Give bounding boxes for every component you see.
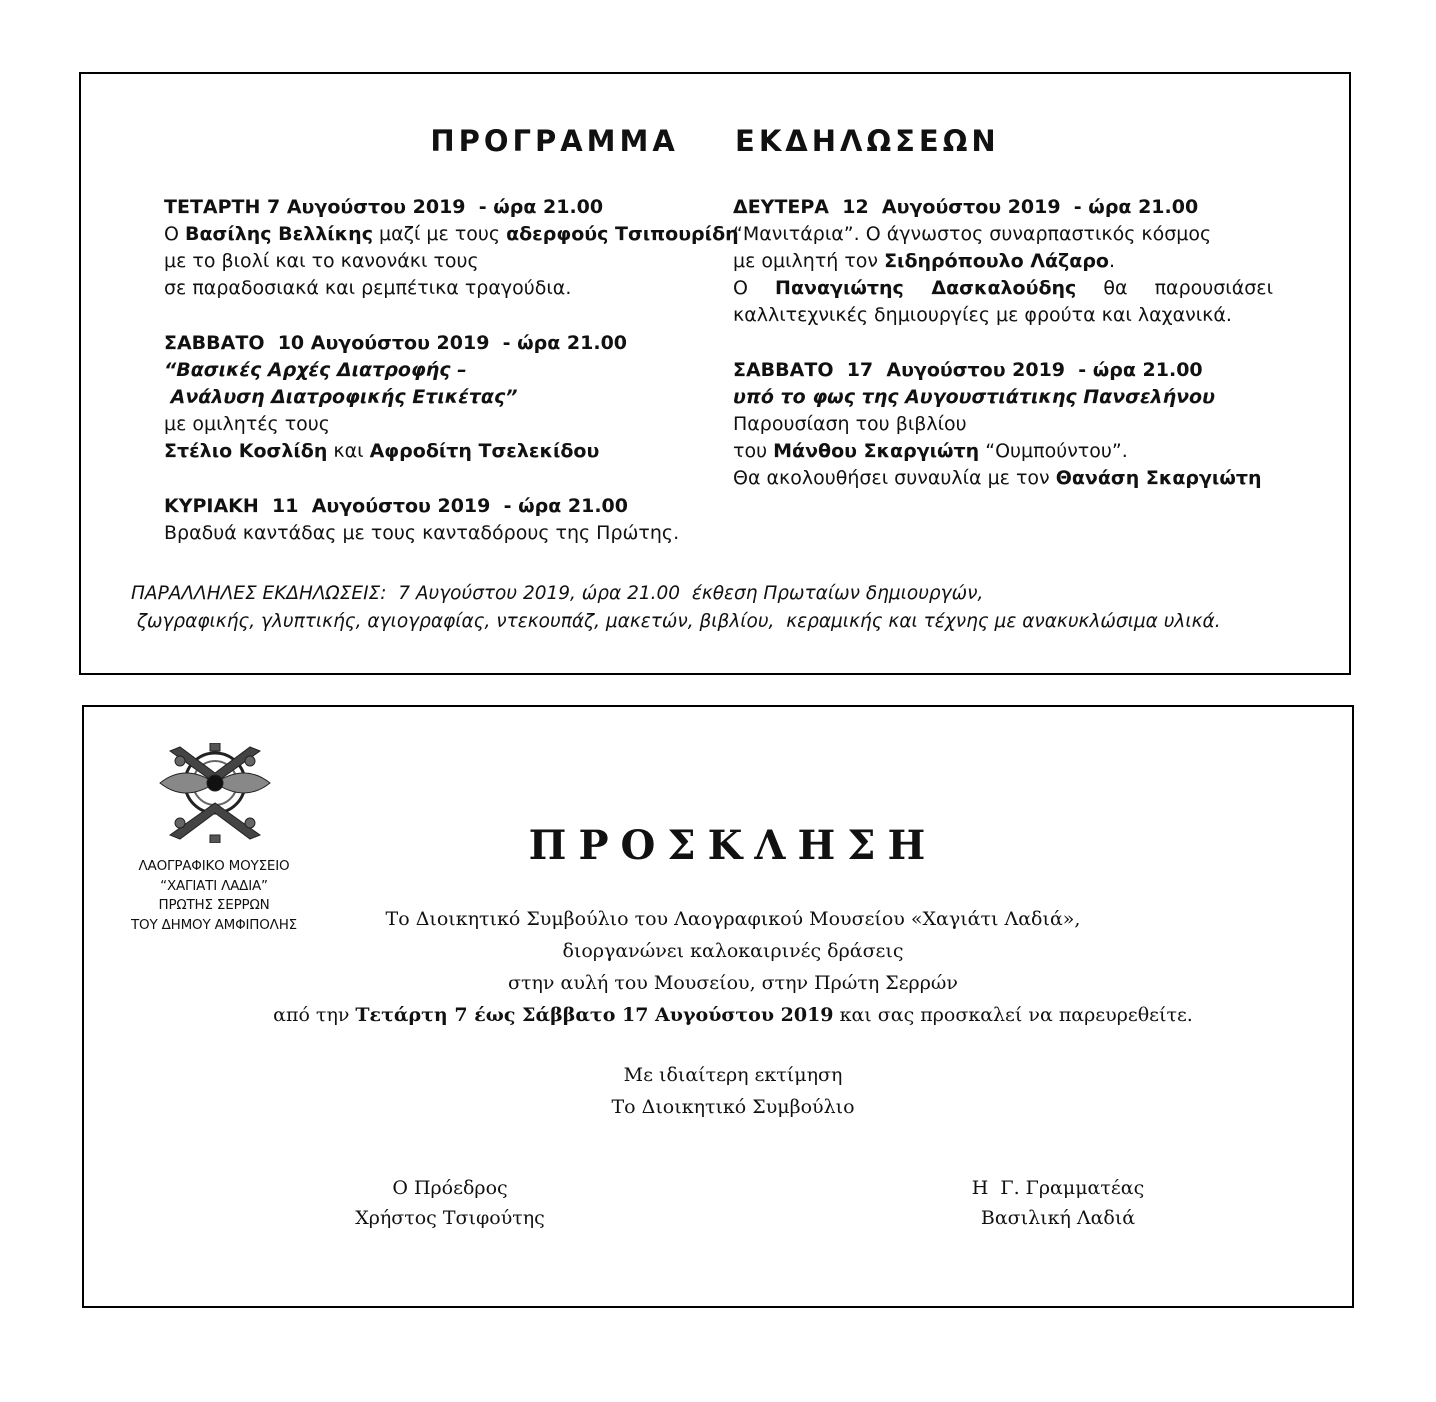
artist-name: Παναγιώτης Δασκαλούδης [775,277,1077,299]
museum-name-line: ΤΟΥ ΔΗΜΟΥ ΑΜΦΙΠΟΛΗΣ [131,916,297,933]
speaker-name: Σιδηρόπουλο Λάζαρο [884,250,1109,272]
museum-name-line: ΛΑΟΓΡΑΦΙΚΟ ΜΟΥΣΕΙΟ [138,858,290,874]
signatory-name: Χρήστος Τσιφούτης [355,1207,545,1229]
event-text: μαζί με τους [372,223,507,245]
event-text: με το βιολί και το κανονάκι τους [164,250,479,272]
event-date: ΣΑΒΒΑΤΟ 17 Αυγούστου 2019 - ώρα 21.00 [733,359,1203,381]
author-name: Μάνθου Σκαργιώτη [773,440,980,462]
event-subtitle: υπό το φως της Αυγουστιάτικης Πανσελήνου [733,386,1215,408]
invitation-line: από την [273,1004,356,1026]
event-text: θα παρουσιάσει [1103,277,1274,299]
program-left-column [164,194,739,575]
event-date: ΤΕΤΑΡΤΗ 7 Αυγούστου 2019 - ώρα 21.00 [164,196,604,218]
performer-name: Βασίλης Βελλίκης [185,223,373,245]
invitation-line: και σας προσκαλεί να παρευρεθείτε. [833,1004,1193,1026]
signatory-role: Ο Πρόεδρος [392,1177,508,1199]
speaker-name: Αφροδίτη Τσελεκίδου [369,440,600,462]
musician-name: Θανάση Σκαργιώτη [1055,467,1262,489]
signatory-name: Βασιλική Λαδιά [980,1207,1136,1229]
event-text: σε παραδοσιακά και ρεμπέτικα τραγούδια. [164,277,572,299]
program-title: ΠΡΟΓΡΑΜΜΑ ΕΚΔΗΛΩΣΕΩΝ [430,124,1000,158]
president-signature [320,1173,580,1233]
event-dates: Τετάρτη 7 έως Σάββατο 17 Αυγούστου 2019 [355,1004,834,1026]
event-text: Ο [733,277,776,299]
museum-name-line: ΠΡΩΤΗΣ ΣΕΡΡΩΝ [158,897,270,913]
event-item [164,493,724,547]
regards-line: Το Διοικητικό Συμβούλιο [611,1096,855,1118]
event-text: “Ουμπούντου”. [979,440,1128,462]
program-right-column [733,194,1273,520]
event-text: “Μανιτάρια”. Ο άγνωστος συναρπαστικός κόσμος [733,223,1212,245]
event-text: του [733,440,774,462]
invitation-line: διοργανώνει καλοκαιρινές δράσεις [562,940,904,962]
invitation-panel [82,705,1354,1308]
event-text: Ο [164,223,185,245]
event-text: καλλιτεχνικές δημιουργίες με φρούτα και λαχανικά. [733,304,1232,326]
event-text: . [1109,250,1116,272]
regards-line: Με ιδιαίτερη εκτίμηση [623,1064,843,1086]
secretary-signature [928,1173,1188,1233]
speaker-name: Στέλιο Κοσλίδη [164,440,328,462]
parallel-events [131,580,1331,636]
event-date: ΚΥΡΙΑΚΗ 11 Αυγούστου 2019 - ώρα 21.00 [164,495,628,517]
lecture-title: Ανάλυση Διατροφικής Ετικέτας” [164,386,518,408]
program-panel [79,72,1351,675]
closing-regards [84,1059,1352,1123]
performer-name: αδερφούς Τσιπουρίδη [506,223,739,245]
event-text: με ομιλητή τον [733,250,885,272]
museum-name-line: “ΧΑΓΙΑΤΙ ΛΑΔΙΑ” [160,877,268,894]
event-item [733,357,1273,492]
invitation-body [84,903,1352,1031]
event-text: Θα ακολουθήσει συναυλία με τον [733,467,1056,489]
event-text: Βραδυά καντάδας με τους κανταδόρους της Πρώτης. [164,522,680,544]
event-item [733,194,1273,329]
lecture-title: “Βασικές Αρχές Διατροφής – [164,359,467,381]
signatory-role: Η Γ. Γραμματέας [971,1177,1145,1199]
parallel-events-line: ΠΑΡΑΛΛΗΛΕΣ ΕΚΔΗΛΩΣΕΙΣ: 7 Αυγούστου 2019, ώρα 21.00 έκθεση Πρωταίων δημιουργών, [131,583,984,604]
invitation-line: Το Διοικητικό Συμβούλιο του Λαογραφικού Μουσείου «Χαγιάτι Λαδιά», [385,908,1081,930]
invitation-title: ΠΡΟΣΚΛΗΣΗ [528,822,938,869]
event-item [164,194,739,302]
event-text: και [327,440,370,462]
event-text: με ομιλητές τους [164,413,330,435]
event-text: Παρουσίαση του βιβλίου [733,413,967,435]
event-item [164,330,724,465]
parallel-events-line: ζωγραφικής, γλυπτικής, αγιογραφίας, ντεκουπάζ, μακετών, βιβλίου, κεραμικής και τέχνης με ανακυκλώσιμα υλικά. [131,611,1221,632]
invitation-line: στην αυλή του Μουσείου, στην Πρώτη Σερρών [508,972,958,994]
event-date: ΣΑΒΒΑΤΟ 10 Αυγούστου 2019 - ώρα 21.00 [164,332,628,354]
event-date: ΔΕΥΤΕΡΑ 12 Αυγούστου 2019 - ώρα 21.00 [733,196,1199,218]
